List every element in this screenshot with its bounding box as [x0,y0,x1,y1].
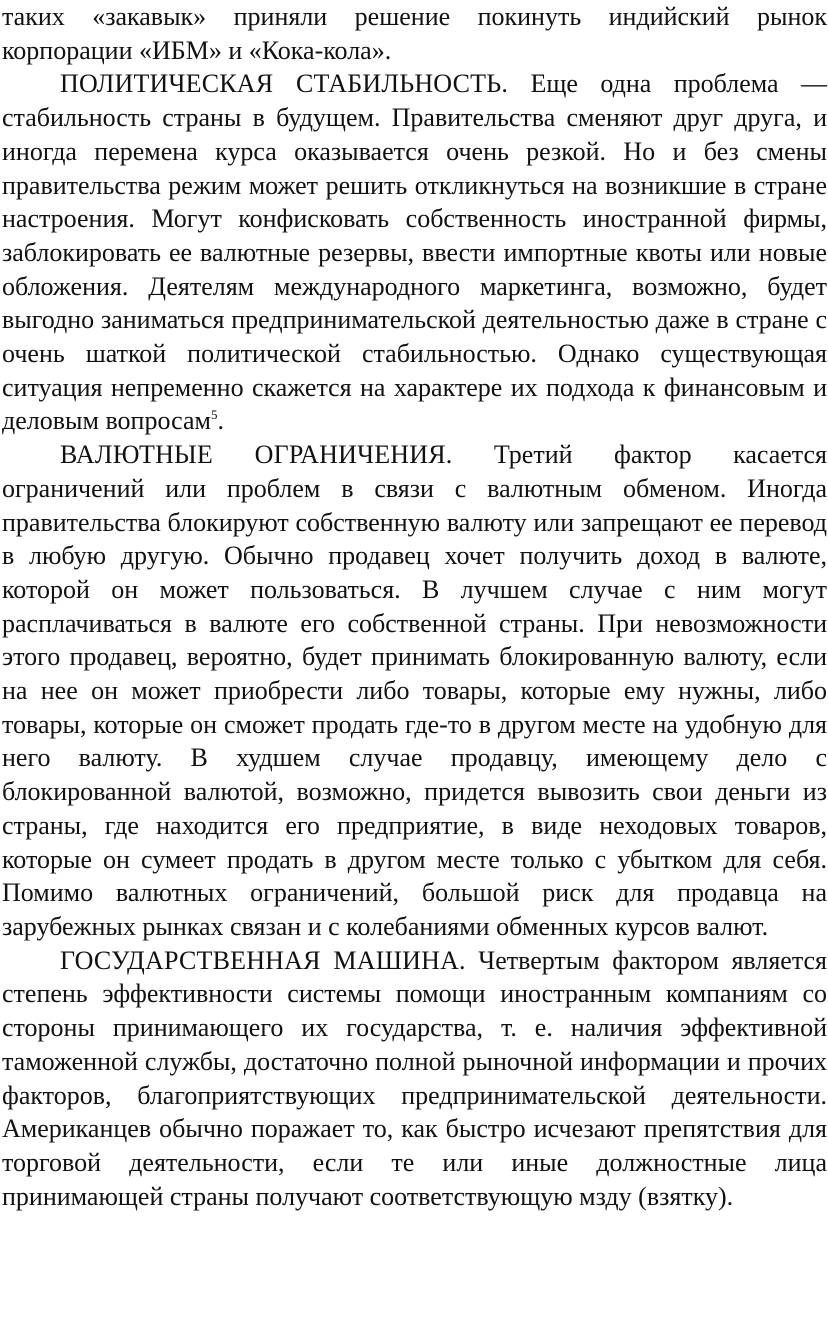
section-heading-currency-restrictions: ВАЛЮТНЫЕ ОГРАНИЧЕНИЯ. [60,440,453,470]
paragraph-text: Еще одна проблема — стабильность страны в будущем. Правительства сменяют друг друга, и иногда перемена курса оказывается очень резкой. Но и без смены правительства режим может решить откликнуться на возникшие в стране настроения. Могут конфисковать собственность иностранной фирмы, заблокировать ее валютные резервы, ввести импортные квоты или новые обложения. Деятелям международного маркетинга, возможно, будет выгодно заниматься предпринимательской деятельностью даже в стране с очень шаткой политической стабильностью. Однако существующая ситуация непременно скажется на характере их подхода к финансовым и деловым вопросам [2,69,827,436]
paragraph-text: Третий фактор касается ограничений или проблем в связи с валютным обменом. Иногда правительства блокируют собственную валюту или запрещают ее перевод в любую другую. Обычно продавец хочет получить доход в валюте, которой он может пользоваться. В лучшем случае с ним могут расплачиваться в валюте его собственной страны. При невозможности этого продавец, вероятно, будет принимать блокированную валюту, если на нее он может приобрести либо товары, которые ему нужны, либо товары, которые он сможет продать где-то в другом месте на удобную для него валюту. В худшем случае продавцу, имеющему дело с блокированной валютой, возможно, придется вывозить свои деньги из страны, где находится его предприятие, в виде неходовых товаров, которые он сумеет продать в другом месте только с убытком для себя. Помимо валютных ограничений, большой риск для продавца на зарубежных рынках связан и с колебаниями обменных курсов валют. [2,440,827,941]
paragraph-political-stability [2,67,827,438]
section-heading-political-stability: ПОЛИТИЧЕСКАЯ СТАБИЛЬНОСТЬ. [60,69,509,99]
section-heading-state-machine: ГОСУДАРСТВЕННАЯ МАШИНА. [60,945,466,975]
paragraph-state-machine [2,944,827,1214]
paragraph-text: таких «закавык» приняли решение покинуть индийский рынок корпорации «ИБМ» и «Кока-кола». [2,2,827,65]
paragraph-currency-restrictions [2,438,827,944]
footnote-reference: 5 [210,407,218,423]
paragraph-tail: . [217,406,224,436]
paragraph-continuation [2,0,827,67]
paragraph-text: Четвертым фактором является степень эффективности системы помощи иностранным компаниям со стороны принимающего их государства, т. е. наличия эффективной таможенной службы, достаточно полной рыночной информации и прочих факторов, благоприятствующих предпринимательской деятельности. Американцев обычно поражает то, как быстро исчезают препятствия для торговой деятельности, если те или иные должностные лица принимающей страны получают соответствующую мзду (взятку). [2,945,827,1211]
